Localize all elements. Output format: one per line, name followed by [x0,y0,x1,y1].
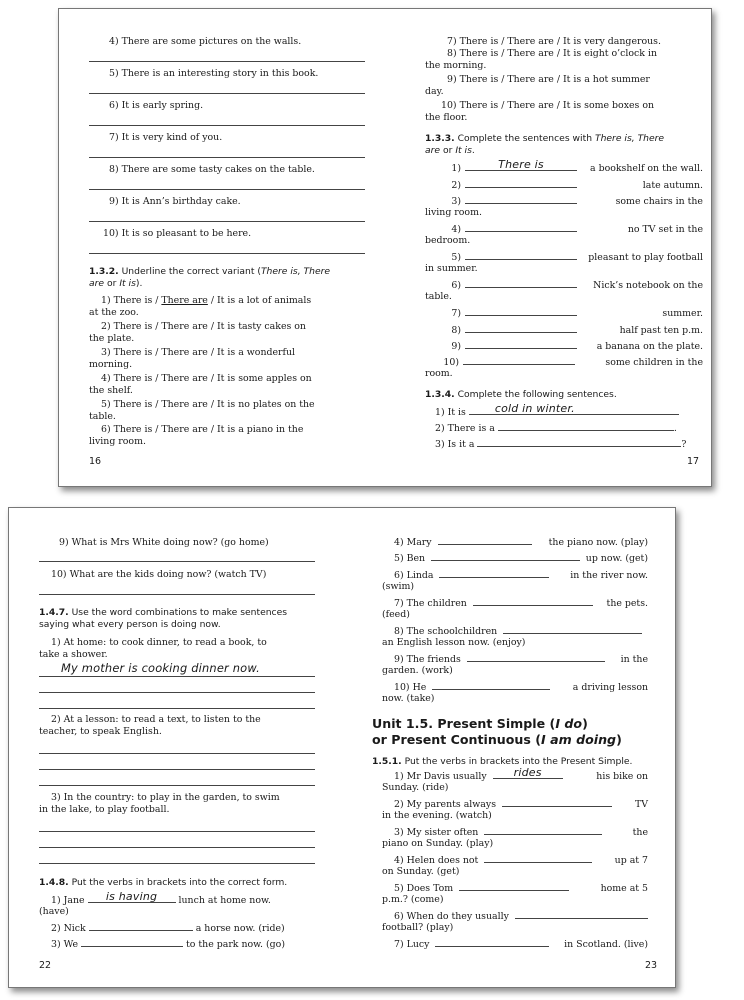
item-text: 4) Helen does not [394,855,479,866]
choice-line-10: 10) There is / There are / It is some boxes on [441,100,654,111]
item-number: 9) [451,341,461,352]
page-number: 16 [89,456,102,467]
exercise-1-3-3-title: 1.3.3. Complete the sentences with There is, There [425,133,665,144]
complete-item [437,356,703,369]
item-text: Nick’s notebook on the [593,280,703,291]
complete-item [437,158,703,175]
item-4: 4) There are some pictures on the walls. [109,36,302,47]
item-text: some chairs in the [615,196,703,207]
answer-blank[interactable] [465,158,577,171]
handwritten-answer: rides [513,766,542,779]
choice-line-6-cont: living room. [89,436,146,447]
answer-blank[interactable] [465,307,577,316]
underlined-answer: There are [161,295,208,306]
item-text: 7) The children [394,598,467,609]
item-text: 4) Mary [394,537,432,548]
item-text: the pets. [606,598,648,609]
answer-line[interactable] [89,221,365,222]
answer-blank[interactable] [465,279,577,288]
item-text: summer. [662,308,703,319]
page-number: 22 [39,960,52,971]
item-text-cont: bedroom. [425,235,471,246]
item-text: some children in the [605,357,703,368]
answer-line[interactable] [39,676,315,677]
item-number: 7) [451,308,461,319]
item-text: a banana on the plate. [596,341,703,352]
answer-line[interactable] [39,831,315,832]
item-text-cont: on Sunday. (get) [382,866,460,877]
item-text: 7) Lucy [394,939,430,950]
page-17 [385,9,711,486]
verb-item [394,552,648,565]
answer-blank[interactable] [465,324,577,333]
item-text: up now. (get) [585,553,648,564]
verb-item-3: 3) We to the park now. (go) [51,939,285,950]
answer-line[interactable] [89,61,365,62]
prompt-line: 1) At home: to cook dinner, to read a book, to [51,637,267,648]
answer-blank[interactable] [465,223,577,232]
page-23 [342,508,675,987]
choice-line-9-cont: day. [425,86,444,97]
item-text: 3) My sister often [394,827,479,838]
item-text: up at 7 [614,855,648,866]
answer-blank[interactable] [503,625,642,634]
answer-blank[interactable] [465,195,577,204]
item-text: in the [620,654,648,665]
item-text-cont: an English lesson now. (enjoy) [382,637,526,648]
complete-item [437,340,703,353]
answer-line[interactable] [89,157,365,158]
item-text: the piano now. (play) [548,537,648,548]
item-text: no TV set in the [627,224,703,235]
complete-item [437,279,703,292]
choice-line-2: 2) There is / There are / It is tasty cakes on [101,321,306,332]
verb-item-1-cont: (have) [39,906,69,917]
page-number: 23 [645,960,658,971]
answer-blank[interactable] [515,910,648,919]
answer-line[interactable] [39,847,315,848]
answer-blank[interactable] [484,826,602,835]
answer-blank[interactable] [465,251,577,260]
item-text: pleasant to play football [588,252,703,263]
sentence-3: 3) Is it a ? [435,439,687,450]
item-text: in Scotland. (live) [564,939,648,950]
item-number: 10) [443,357,459,368]
item-text-cont: in the evening. (watch) [382,810,492,821]
exercise-1-4-8-title: 1.4.8. Put the verbs in brackets into the correct form. [39,877,288,888]
item-text-cont: room. [425,368,453,379]
page-number: 17 [687,456,700,467]
choice-line-3-cont: morning. [89,359,133,370]
choice-line-5: 5) There is / There are / It is no plates on the [101,399,315,410]
answer-blank[interactable] [88,890,176,903]
item-text: a bookshelf on the wall. [590,163,703,174]
complete-item [437,223,703,236]
answer-blank[interactable] [438,536,532,545]
choice-line-6: 6) There is / There are / It is a piano in the [101,424,304,435]
item-10: 10) It is so pleasant to be here. [103,228,252,239]
item-text-cont: football? (play) [382,922,454,933]
exercise-1-3-2-title: 1.3.2. Underline the correct variant (There is, There [89,266,331,277]
prompt-line-cont: in the lake, to play football. [39,804,170,815]
item-number: 8) [451,325,461,336]
answer-blank[interactable] [465,179,577,188]
page-22 [9,508,342,987]
answer-line[interactable] [89,125,365,126]
item-text: home at 5 [600,883,648,894]
item-text-cont: in summer. [425,263,478,274]
item-text: half past ten p.m. [619,325,703,336]
answer-blank[interactable] [81,938,183,947]
handwritten-answer: cold in winter. [494,402,575,415]
answer-blank[interactable] [89,922,193,931]
unit-title-cont: or Present Continuous (I am doing) [372,732,622,747]
spread-pages-16-17 [58,8,712,487]
item-text-cont: p.m.? (come) [382,894,444,905]
item-text: 6) Linda [394,570,434,581]
verb-item-2: 2) Nick a horse now. (ride) [51,923,285,934]
choice-line-1-cont: at the zoo. [89,307,139,318]
choice-line-5-cont: table. [89,411,116,422]
answer-line[interactable] [39,561,315,562]
prompt-line-cont: teacher, to speak English. [39,726,162,737]
answer-blank[interactable] [477,438,681,447]
item-text-cont: piano on Sunday. (play) [382,838,494,849]
item-text: his bike on [596,771,648,782]
item-text: 5) Ben [394,553,426,564]
answer-blank[interactable] [473,597,593,606]
item-text-cont: (feed) [382,609,410,620]
item-text-cont: now. (take) [382,693,435,704]
answer-blank[interactable] [498,422,674,431]
item-6: 6) It is early spring. [109,100,204,111]
choice-line-9: 9) There is / There are / It is a hot summer [447,74,650,85]
item-text-cont: Sunday. (ride) [382,782,449,793]
exercise-1-3-4-title: 1.3.4. Complete the following sentences. [425,389,617,400]
answer-blank[interactable] [484,854,592,863]
answer-blank[interactable] [493,766,563,779]
sentence-1: 1) It is cold in winter. [435,406,679,419]
item-text: a driving lesson [572,682,648,693]
item-number: 6) [451,280,461,291]
exercise-1-3-3-title-cont: are or It is. [425,145,475,156]
verb-item-1: 1) Jane is having lunch at home now. [51,890,271,906]
complete-item [437,324,703,337]
choice-line-10-cont: the floor. [425,112,468,123]
answer-line[interactable] [89,93,365,94]
question-9: 9) What is Mrs White doing now? (go home) [59,537,269,548]
verb-item [394,569,648,582]
answer-blank[interactable] [459,882,569,891]
exercise-1-5-1-title: 1.5.1. Put the verbs in brackets into the Present Simple. [372,756,633,767]
item-text-cont: table. [425,291,452,302]
prompt-line-cont: take a shower. [39,649,108,660]
choice-line-4: 4) There is / There are / It is some apples on [101,373,312,384]
answer-line[interactable] [39,863,315,864]
item-number: 5) [451,252,461,263]
item-text: 6) When do they usually [394,911,509,922]
answer-line[interactable] [39,692,315,693]
page-16 [59,9,385,486]
handwritten-answer: My mother is cooking dinner now. [61,661,260,675]
spread-pages-22-23 [8,507,676,988]
complete-item [437,179,703,192]
item-number: 1) [451,163,461,174]
answer-blank[interactable] [435,938,549,947]
item-text: TV [634,799,648,810]
answer-line[interactable] [39,753,315,754]
item-7: 7) It is very kind of you. [109,132,223,143]
answer-blank[interactable] [432,681,550,690]
item-text: 9) The friends [394,654,461,665]
answer-line[interactable] [89,253,365,254]
verb-item [394,536,648,549]
complete-item [437,307,703,320]
item-text-cont: living room. [425,207,482,218]
item-text: 10) He [394,682,427,693]
answer-line[interactable] [39,708,315,709]
sentence-2: 2) There is a . [435,423,677,434]
prompt-line: 3) In the country: to play in the garden, to swim [51,792,280,803]
item-text: 8) The schoolchildren [394,626,498,637]
answer-line[interactable] [39,769,315,770]
exercise-1-4-7-title-cont: saying what every person is doing now. [39,619,221,630]
item-text: the [632,827,648,838]
answer-blank[interactable] [502,798,612,807]
answer-blank[interactable] [467,653,605,662]
answer-blank[interactable] [439,569,549,578]
answer-blank[interactable] [465,340,577,349]
item-number: 2) [451,180,461,191]
answer-line[interactable] [89,189,365,190]
answer-blank[interactable] [431,552,580,561]
answer-line[interactable] [39,785,315,786]
choice-line-4-cont: the shelf. [89,385,133,396]
item-text: 2) My parents always [394,799,497,810]
item-text: late autumn. [642,180,703,191]
exercise-1-4-7-title: 1.4.7. Use the word combinations to make sentences [39,607,288,618]
item-8: 8) There are some tasty cakes on the table. [109,164,315,175]
answer-blank[interactable] [463,356,575,365]
unit-title: Unit 1.5. Present Simple (I do) [372,716,588,731]
handwritten-answer: There is [498,158,544,171]
item-text: 5) Does Tom [394,883,454,894]
answer-line[interactable] [39,594,315,595]
item-text: 1) Mr Davis usually [394,771,487,782]
handwritten-answer: is having [105,890,158,903]
verb-item [394,597,648,610]
item-number: 3) [451,196,461,207]
item-9: 9) It is Ann’s birthday cake. [109,196,241,207]
item-text-cont: garden. (work) [382,665,453,676]
item-5: 5) There is an interesting story in this book. [109,68,319,79]
item-text-cont: (swim) [382,581,415,592]
exercise-1-3-2-title-cont: are or It is). [89,278,143,289]
choice-line-2-cont: the plate. [89,333,135,344]
item-number: 4) [451,224,461,235]
item-text: in the river now. [570,570,648,581]
present-simple-item [394,938,648,951]
prompt-line: 2) At a lesson: to read a text, to listen to the [51,714,261,725]
question-10: 10) What are the kids doing now? (watch TV) [51,569,267,580]
choice-line-3: 3) There is / There are / It is a wonderful [101,347,296,358]
choice-line-1: 1) There is / There are / It is a lot of animals [101,295,312,306]
choice-line-8-cont: the morning. [425,60,487,71]
choice-line-7: 7) There is / There are / It is very dangerous. [447,36,661,47]
choice-line-8: 8) There is / There are / It is eight o’clock in [447,48,658,59]
